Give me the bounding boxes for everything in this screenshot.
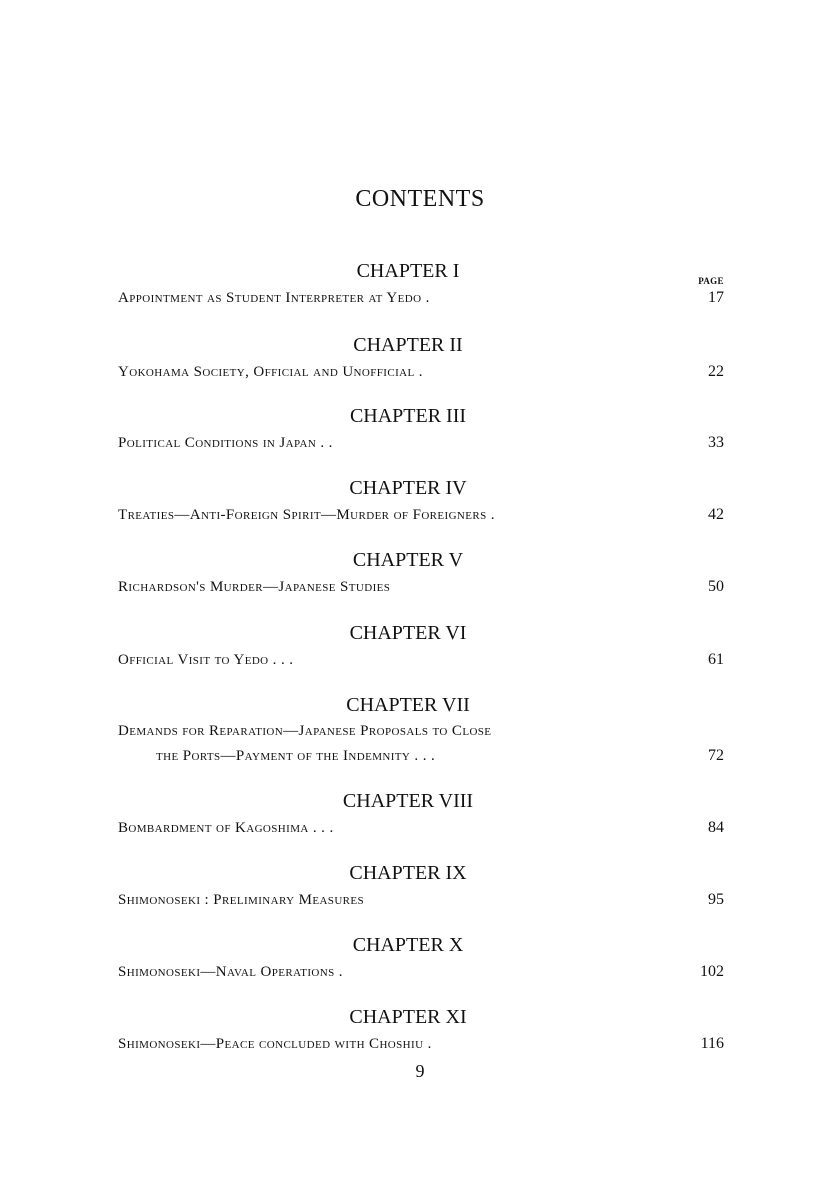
chapter-title: Treaties—Anti-Foreign Spirit—Murder of Foreigners . [118,507,495,523]
chapter-page-number: 17 [708,289,724,306]
chapter-page-number: 84 [708,819,724,836]
chapter-heading: CHAPTER IX [349,862,467,884]
chapter-heading: CHAPTER I [356,260,460,282]
chapter-title: Richardson's Murder—Japanese Studies [118,579,391,595]
chapter-title-continuation: the Ports—Payment of the Indemnity . . . [156,748,436,764]
chapter-heading: CHAPTER II [353,334,463,356]
page-title: CONTENTS [355,186,485,212]
chapter-page-number: 22 [708,363,724,380]
chapter-page-number: 61 [708,651,724,668]
chapter-heading: CHAPTER VII [346,694,470,716]
chapter-page-number: 102 [700,963,724,980]
chapter-page-number: 33 [708,434,724,451]
chapter-title: Yokohama Society, Official and Unofficial . [118,364,423,380]
chapter-title: Official Visit to Yedo . . . [118,652,294,668]
chapter-heading: CHAPTER III [349,405,467,427]
chapter-title: Appointment as Student Interpreter at Yedo . [118,290,430,306]
chapter-title: Political Conditions in Japan . . [118,435,333,451]
chapter-title: Shimonoseki—Naval Operations . [118,964,343,980]
chapter-page-number: 95 [708,891,724,908]
chapter-page-number: 116 [700,1035,724,1052]
chapter-title: Bombardment of Kagoshima . . . [118,820,334,836]
page-column-header: PAGE [698,276,724,286]
chapter-heading: CHAPTER IV [349,477,467,499]
chapter-title: Demands for Reparation—Japanese Proposals to Close [118,723,492,739]
chapter-heading: CHAPTER X [352,934,464,956]
chapter-page-number: 42 [708,506,724,523]
chapter-heading: CHAPTER VI [349,622,467,644]
chapter-heading: CHAPTER V [352,549,464,571]
chapter-heading: CHAPTER VIII [342,790,474,812]
chapter-page-number: 72 [708,747,724,764]
chapter-title: Shimonoseki—Peace concluded with Choshiu . [118,1036,432,1052]
chapter-heading: CHAPTER XI [349,1006,467,1028]
chapter-title: Shimonoseki : Preliminary Measures [118,892,365,908]
chapter-page-number: 50 [708,578,724,595]
page-folio-number: 9 [415,1061,425,1081]
